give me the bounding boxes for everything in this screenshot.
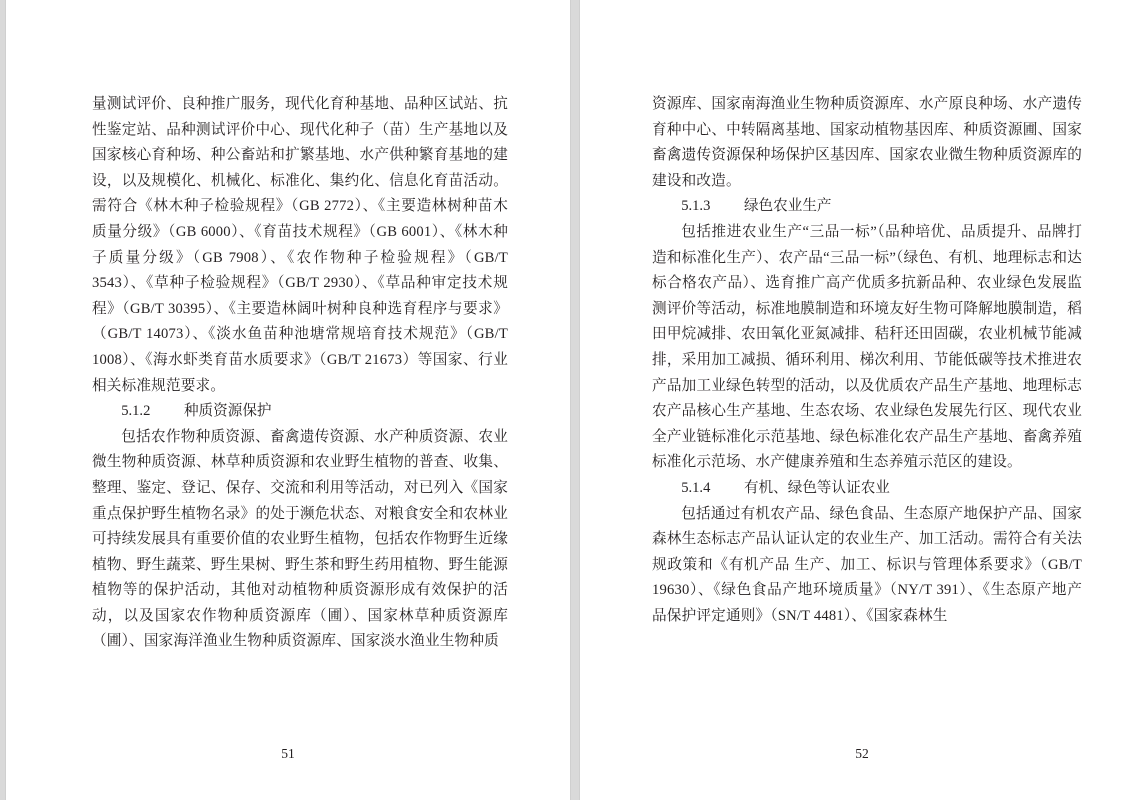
paragraph: 包括通过有机农产品、绿色食品、生态原产地保护产品、国家森林生态标志产品认证认定的农业生产、加工活动。需符合有关法规政策和《有机产品 生产、加工、标识与管理体系要求》（GB/T 19630）、《绿色食品产地环境质量》（NY/T 391）、《生态原产地产品保护评定通则》（SN/T 4481）、《国家森林生 — [652, 505, 1082, 624]
section-title: 绿色农业生产 — [743, 198, 832, 215]
section-heading — [652, 194, 1082, 220]
page-52 — [580, 0, 1144, 800]
section-title: 种质资源保护 — [183, 403, 272, 420]
section-heading — [652, 476, 1082, 502]
page-52-body — [652, 92, 1082, 730]
paragraph: 量测试评价、良种推广服务，现代化育种基地、品种区试站、抗性鉴定站、品种测试评价中心、现代化种子（苗）生产基地以及国家核心育种场、种公畜站和扩繁基地、水产供种繁育基地的建设，以及规模化、机械化、标准化、集约化、信息化育苗活动。需符合《林木种子检验规程》（GB 2772）、《主要造林树种苗木质量分级》（GB 6000）、《育苗技术规程》（GB 6001）、《林木种子质量分级》（GB 7908）、《农作物种子检验规程》（GB/T 3543）、《草种子检验规程》（GB/T 2930）、《草品种审定技术规程》（GB/T 30395）、《主要造林阔叶树种良种选育程序与要求》（GB/T 14073）、《淡水鱼苗种池塘常规培育技术规范》（GB/T 1008）、《海水虾类育苗水质要求》（GB/T 21673）等国家、行业相关标准规范要求。 — [92, 96, 508, 394]
section-number: 5.1.3 — [681, 198, 711, 215]
section-number: 5.1.2 — [121, 403, 151, 420]
paragraph: 包括农作物种质资源、畜禽遗传资源、水产种质资源、农业微生物种质资源、林草种质资源和农业野生植物的普查、收集、整理、鉴定、登记、保存、交流和利用等活动，对已列入《国家重点保护野生植物名录》的处于濒危状态、对粮食安全和农林业可持续发展具有重要价值的农业野生植物，包括农作物野生近缘植物、野生蔬菜、野生果树、野生茶和野生药用植物、野生能源植物等的保护活动，其他对动植物种质资源形成有效保护的活动，以及国家农作物种质资源库（圃）、国家林草种质资源库（圃）、国家海洋渔业生物种质资源库、国家淡水渔业生物种质 — [92, 428, 508, 650]
page-51-body — [92, 92, 508, 730]
section-heading — [92, 399, 508, 425]
page-number: 52 — [855, 746, 869, 761]
section-number: 5.1.4 — [681, 479, 711, 496]
paragraph: 包括推进农业生产“三品一标”（品种培优、品质提升、品牌打造和标准化生产）、农产品“三品一标”（绿色、有机、地理标志和达标合格农产品）、选育推广高产优质多抗新品种、农业绿色发展监测评价等活动，标准地膜制造和环境友好生物可降解地膜制造，稻田甲烷减排、农田氧化亚氮减排、秸秆还田固碳，农业机械节能减排，采用加工减损、循环利用、梯次利用、节能低碳等技术推进农产品加工业绿色转型的活动，以及优质农产品生产基地、地理标志农产品核心生产基地、生态农场、农业绿色发展先行区、现代农业全产业链标准化示范基地、绿色标准化农产品生产基地、畜禽养殖标准化示范场、水产健康养殖和生态养殖示范区的建设。 — [652, 223, 1082, 471]
page-51 — [6, 0, 570, 800]
page-number: 51 — [281, 746, 295, 761]
paragraph: 资源库、国家南海渔业生物种质资源库、水产原良种场、水产遗传育种中心、中转隔离基地、国家动植物基因库、种质资源圃、国家畜禽遗传资源保种场保护区基因库、国家农业微生物种质资源库的建设和改造。 — [652, 96, 1082, 189]
section-title: 有机、绿色等认证农业 — [743, 479, 890, 496]
